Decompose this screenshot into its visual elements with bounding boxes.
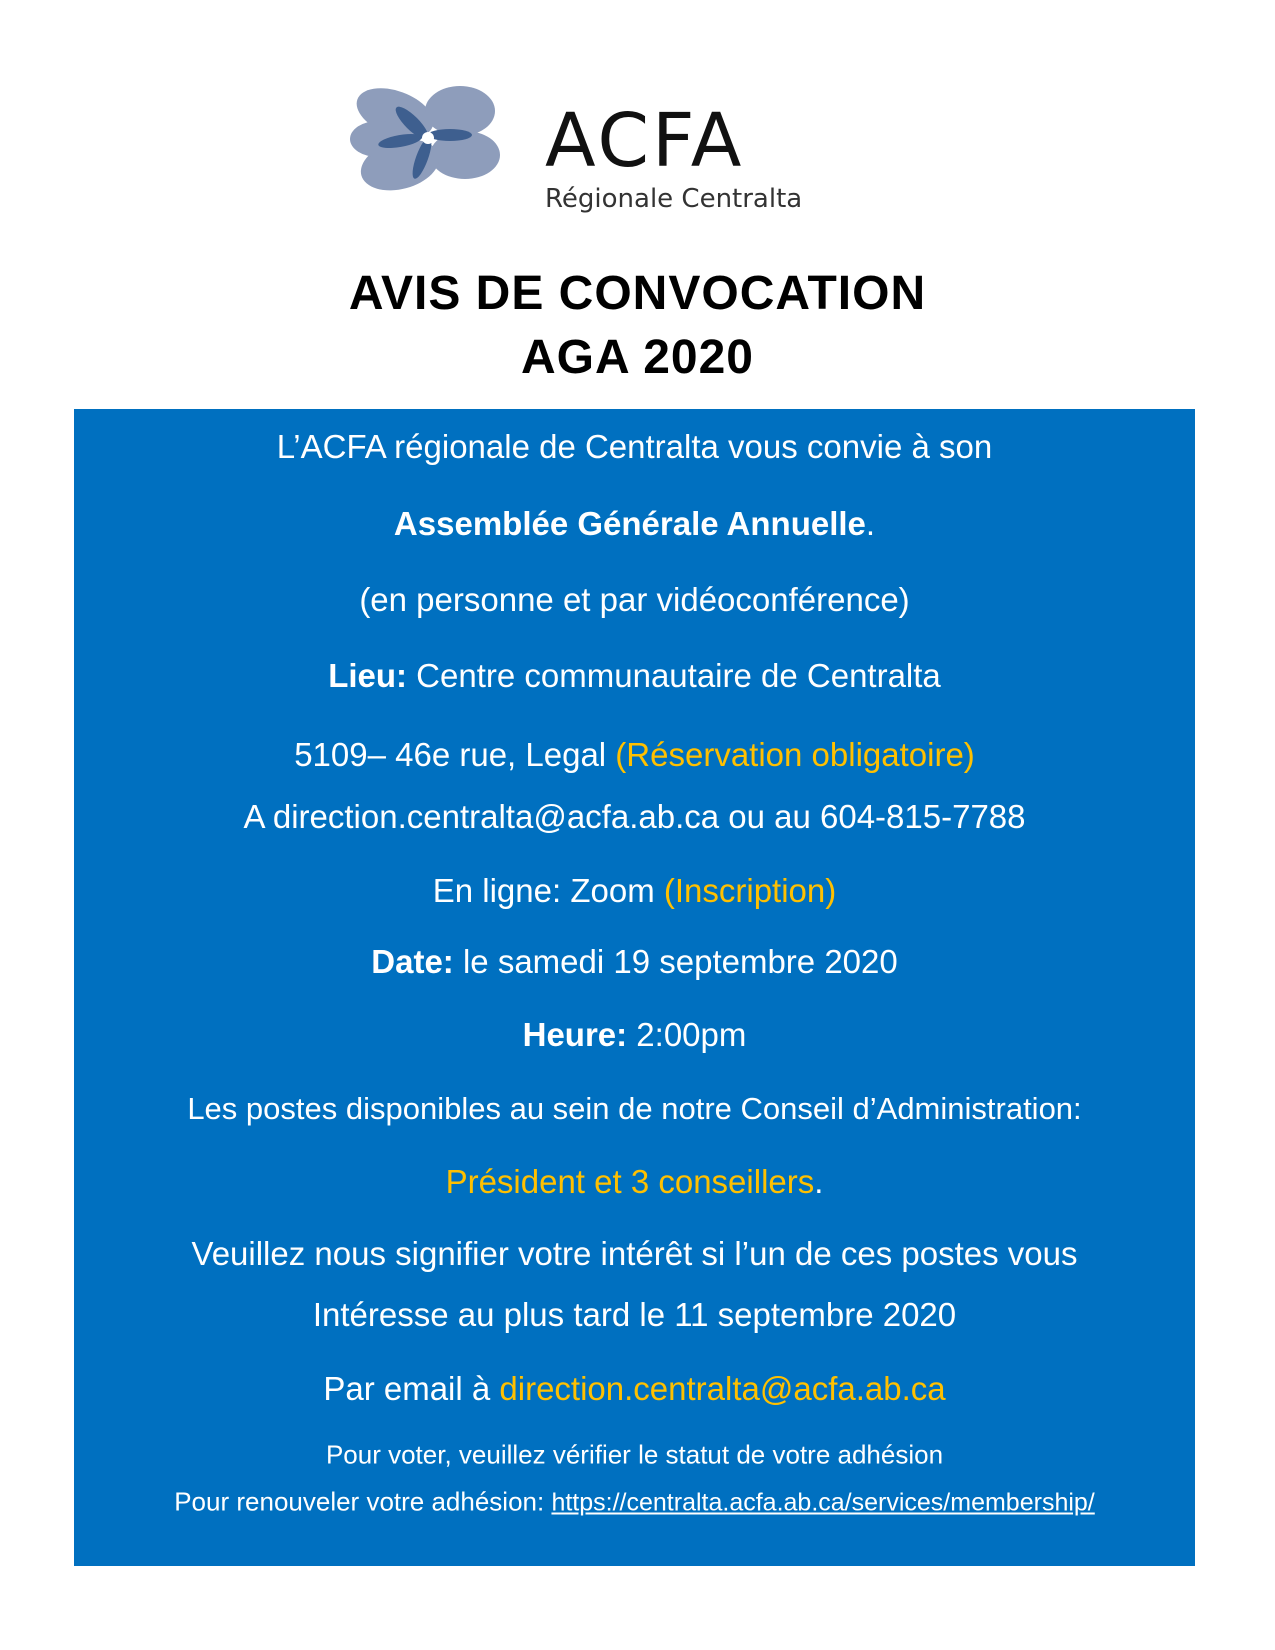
logo-subtitle: Régionale Centralta bbox=[545, 184, 803, 214]
interest-text-1: Veuillez nous signifier votre intérêt si l’un de ces postes vous bbox=[191, 1235, 1078, 1272]
date-value: le samedi 19 septembre 2020 bbox=[453, 943, 898, 980]
date-line bbox=[74, 943, 1195, 981]
address-line bbox=[74, 736, 1195, 774]
online-label: En ligne: Zoom bbox=[432, 872, 664, 909]
renew-line bbox=[74, 1487, 1195, 1518]
location-value: Centre communautaire de Centralta bbox=[407, 657, 941, 694]
page-title: AVIS DE CONVOCATION bbox=[348, 267, 927, 320]
positions-list: Président et 3 conseillers bbox=[445, 1163, 815, 1200]
logo-wordmark: ACFA bbox=[545, 98, 745, 184]
date-label: Date: bbox=[371, 943, 454, 980]
notice-box bbox=[74, 409, 1195, 1566]
positions-list-line bbox=[74, 1163, 1195, 1201]
location-label: Lieu: bbox=[328, 657, 408, 694]
location-line bbox=[74, 657, 1195, 695]
flower-icon bbox=[350, 83, 510, 193]
vote-text: Pour voter, veuillez vérifier le statut de votre adhésion bbox=[325, 1439, 944, 1470]
event-name: Assemblée Générale Annuelle bbox=[393, 505, 866, 542]
renew-label: Pour renouveler votre adhésion: bbox=[174, 1486, 552, 1517]
address: 5109– 46e rue, Legal bbox=[294, 736, 616, 773]
time-line bbox=[74, 1016, 1195, 1054]
acfa-logo bbox=[350, 78, 870, 228]
inscription-link[interactable]: (Inscription) bbox=[663, 872, 837, 909]
format-text: (en personne et par vidéoconférence) bbox=[359, 581, 910, 618]
page-subtitle: AGA 2020 bbox=[521, 331, 754, 384]
membership-link[interactable]: https://centralta.acfa.ab.ca/services/membership/ bbox=[551, 1488, 1095, 1517]
email-link[interactable]: direction.centralta@acfa.ab.ca bbox=[499, 1370, 946, 1407]
time-value: 2:00pm bbox=[627, 1016, 747, 1053]
punct: . bbox=[814, 1163, 824, 1200]
positions-text: Les postes disponibles au sein de notre Conseil d’Administration: bbox=[187, 1091, 1082, 1126]
email-line bbox=[74, 1370, 1195, 1408]
punct: . bbox=[865, 505, 876, 542]
event-line bbox=[74, 505, 1195, 543]
interest-text-2: Intéresse au plus tard le 11 septembre 2020 bbox=[312, 1296, 957, 1333]
online-line bbox=[74, 872, 1195, 910]
email-label: Par email à bbox=[323, 1370, 500, 1407]
intro-text: L’ACFA régionale de Centralta vous convie à son bbox=[276, 428, 993, 465]
reservation-link[interactable]: (Réservation obligatoire) bbox=[615, 736, 975, 773]
contact-text: A direction.centralta@acfa.ab.ca ou au 604-815-7788 bbox=[243, 798, 1026, 835]
time-label: Heure: bbox=[522, 1016, 628, 1053]
